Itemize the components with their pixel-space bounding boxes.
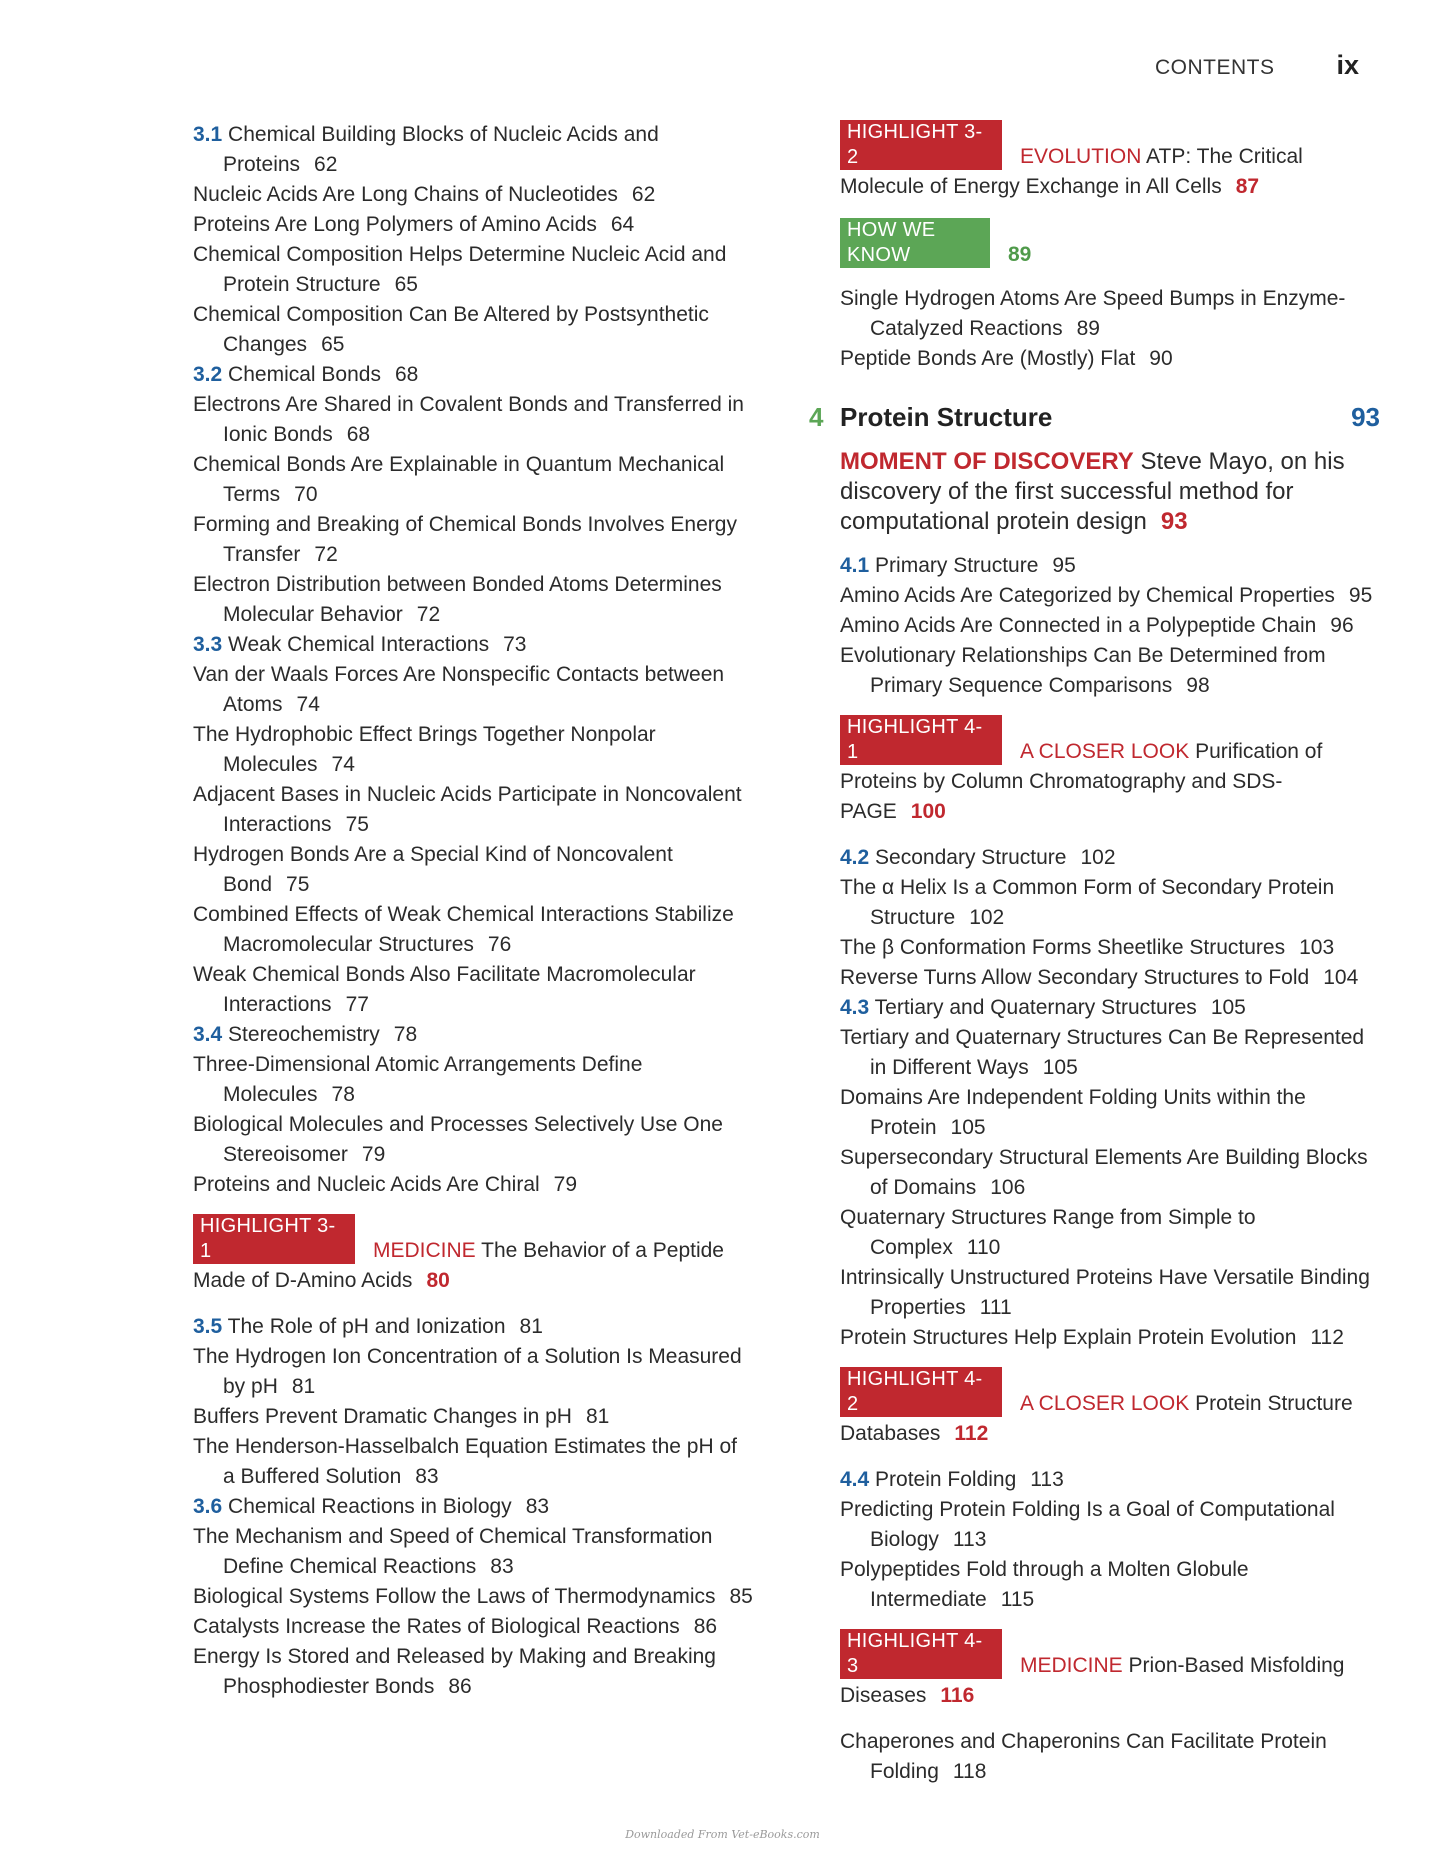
section-number: 3.4: [193, 1023, 223, 1046]
section-entry[interactable]: [840, 1465, 1380, 1495]
entry-page: 89: [1076, 317, 1100, 340]
entry-page: 112: [1310, 1326, 1344, 1349]
entry-title: Primary Structure: [875, 554, 1039, 577]
highlight-box[interactable]: [840, 1629, 1380, 1711]
toc-entry[interactable]: [193, 1612, 753, 1642]
toc-entry[interactable]: [193, 210, 753, 240]
toc-entry[interactable]: [840, 1023, 1380, 1083]
entry-title: Hydrogen Bonds Are a Special Kind of Noncovalent Bond: [193, 843, 673, 896]
toc-entry[interactable]: [193, 450, 753, 510]
toc-entry[interactable]: [193, 1170, 753, 1200]
entry-page: 118: [952, 1760, 987, 1783]
chapter-title: Protein Structure: [840, 402, 1053, 432]
entry-page: 81: [585, 1405, 610, 1428]
entry-title: The Henderson-Hasselbalch Equation Estimates the pH of a Buffered Solution: [193, 1435, 737, 1488]
toc-entry[interactable]: [840, 1143, 1380, 1203]
toc-entry[interactable]: [193, 840, 753, 900]
entry-page: 73: [503, 633, 527, 656]
highlight-box[interactable]: [840, 120, 1380, 202]
highlight-badge: HIGHLIGHT 3-1: [193, 1214, 355, 1264]
section-number: 3.6: [193, 1495, 223, 1518]
entry-page: 75: [286, 873, 310, 896]
entry-title: Protein Folding: [875, 1468, 1017, 1491]
entry-page: 81: [519, 1315, 543, 1338]
entry-title: Chemical Bonds Are Explainable in Quantum Mechanical Terms: [193, 453, 725, 506]
entry-title: Reverse Turns Allow Secondary Structures to Fold: [840, 966, 1310, 989]
entry-title: Buffers Prevent Dramatic Changes in pH: [193, 1405, 572, 1428]
entry-page: 96: [1330, 614, 1354, 637]
entry-page: 74: [296, 693, 320, 716]
entry-title: Supersecondary Structural Elements Are Building Blocks of Domains: [840, 1146, 1368, 1199]
highlight-title: ATP: The Critical Molecule of Energy Exchange in All Cells: [840, 145, 1303, 198]
how-we-know-page: 89: [1008, 243, 1032, 266]
entry-page: 102: [1080, 846, 1116, 869]
entry-page: 78: [393, 1023, 418, 1046]
toc-entry[interactable]: [840, 963, 1380, 993]
toc-entry[interactable]: [193, 390, 753, 450]
footer-watermark: Downloaded From Vet-eBooks.com: [625, 1828, 820, 1841]
section-number: 4.3: [840, 996, 870, 1019]
entry-page: 83: [490, 1555, 514, 1578]
section-number: 3.3: [193, 633, 223, 656]
entry-page: 106: [990, 1176, 1026, 1199]
entry-title: Weak Chemical Interactions: [228, 633, 490, 656]
entry-title: Chemical Bonds: [228, 363, 381, 386]
section-entry[interactable]: [193, 1492, 753, 1522]
entry-page: 74: [331, 753, 355, 776]
toc-entry[interactable]: [193, 720, 753, 780]
highlight-title: Purification of Proteins by Column Chromatography and SDS-PAGE: [840, 740, 1323, 823]
entry-title: Protein Structures Help Explain Protein Evolution: [840, 1326, 1297, 1349]
toc-entry[interactable]: [193, 300, 753, 360]
entry-title: Nucleic Acids Are Long Chains of Nucleotides: [193, 183, 618, 206]
moment-page: 93: [1160, 508, 1188, 535]
entry-page: 70: [294, 483, 318, 506]
entry-title: Proteins and Nucleic Acids Are Chiral: [193, 1173, 540, 1196]
entry-page: 98: [1186, 674, 1210, 697]
entry-page: 62: [314, 153, 338, 176]
entry-title: Chemical Composition Helps Determine Nucleic Acid and Protein Structure: [193, 243, 727, 296]
entry-page: 102: [969, 906, 1005, 929]
toc-entry[interactable]: [840, 1083, 1380, 1143]
entry-title: Tertiary and Quaternary Structures: [874, 996, 1197, 1019]
toc-entry[interactable]: [840, 1727, 1380, 1787]
toc-entry[interactable]: [193, 1582, 753, 1612]
moment-text: Steve Mayo, on his discovery of the first successful method for computational protein design: [840, 448, 1345, 535]
entry-title: Combined Effects of Weak Chemical Interactions Stabilize Macromolecular Structures: [193, 903, 734, 956]
toc-entry[interactable]: [193, 180, 753, 210]
highlight-page: 87: [1235, 175, 1260, 198]
section-entry[interactable]: [193, 630, 753, 660]
page-number: ix: [1336, 50, 1359, 80]
highlight-box[interactable]: [840, 1367, 1380, 1449]
entry-title: Secondary Structure: [875, 846, 1067, 869]
highlight-title: The Behavior of a Peptide Made of D-Amino Acids: [193, 1239, 724, 1292]
highlight-badge: HIGHLIGHT 4-2: [840, 1367, 1002, 1417]
entry-page: 105: [950, 1116, 986, 1139]
entry-page: 83: [525, 1495, 550, 1518]
entry-page: 62: [631, 183, 656, 206]
highlight-badge: HIGHLIGHT 3-2: [840, 120, 1002, 170]
entry-title: Peptide Bonds Are (Mostly) Flat: [840, 347, 1136, 370]
entry-page: 79: [361, 1143, 386, 1166]
entry-title: Adjacent Bases in Nucleic Acids Participate in Noncovalent Interactions: [193, 783, 742, 836]
entry-title: Chemical Composition Can Be Altered by Postsynthetic Changes: [193, 303, 709, 356]
entry-title: Chemical Building Blocks of Nucleic Acids and Proteins: [223, 123, 659, 176]
toc-entry[interactable]: [840, 1495, 1380, 1555]
section-entry[interactable]: [193, 360, 753, 390]
highlight-category: EVOLUTION: [1020, 145, 1142, 168]
entry-page: 64: [610, 213, 635, 236]
toc-entry[interactable]: [840, 344, 1380, 374]
highlight-category: MEDICINE: [373, 1239, 476, 1262]
moment-label: MOMENT OF DISCOVERY: [840, 448, 1134, 475]
toc-entry[interactable]: [193, 1342, 753, 1402]
toc-entry[interactable]: [840, 1323, 1380, 1353]
chapter-heading[interactable]: [809, 402, 1380, 433]
entry-title: The Hydrogen Ion Concentration of a Solution Is Measured by pH: [193, 1345, 742, 1398]
highlight-title: Protein Structure Databases: [840, 1392, 1353, 1445]
running-head: CONTENTS: [1154, 56, 1275, 79]
toc-column-left: [193, 120, 753, 1702]
entry-title: Electron Distribution between Bonded Atoms Determines Molecular Behavior: [193, 573, 722, 626]
entry-page: 90: [1149, 347, 1173, 370]
entry-title: Biological Systems Follow the Laws of Thermodynamics: [193, 1585, 716, 1608]
entry-title: Evolutionary Relationships Can Be Determined from Primary Sequence Comparisons: [840, 644, 1326, 697]
highlight-badge: HIGHLIGHT 4-1: [840, 715, 1002, 765]
section-number: 3.5: [193, 1315, 223, 1338]
entry-page: 113: [1030, 1468, 1064, 1491]
entry-title: Electrons Are Shared in Covalent Bonds and Transferred in Ionic Bonds: [193, 393, 744, 446]
page-header: [1155, 50, 1359, 81]
highlight-page: 116: [940, 1684, 975, 1707]
entry-page: 75: [345, 813, 369, 836]
entry-title: Weak Chemical Bonds Also Facilitate Macromolecular Interactions: [193, 963, 696, 1016]
entry-title: Chaperones and Chaperonins Can Facilitate Protein Folding: [840, 1730, 1327, 1783]
chapter-page: 93: [1351, 402, 1380, 432]
entry-page: 79: [553, 1173, 578, 1196]
entry-title: Stereochemistry: [228, 1023, 380, 1046]
highlight-page: 80: [426, 1269, 450, 1292]
entry-title: Domains Are Independent Folding Units within the Protein: [840, 1086, 1306, 1139]
section-number: 3.2: [193, 363, 223, 386]
toc-entry[interactable]: [840, 581, 1380, 611]
section-entry[interactable]: [840, 843, 1380, 873]
entry-page: 95: [1052, 554, 1076, 577]
section-number: 4.2: [840, 846, 870, 869]
highlight-category: A CLOSER LOOK: [1020, 1392, 1190, 1415]
section-number: 3.1: [193, 123, 223, 146]
entry-title: Biological Molecules and Processes Selectively Use One Stereoisomer: [193, 1113, 723, 1166]
highlight-title: Prion-Based Misfolding Diseases: [840, 1654, 1345, 1707]
toc-column-right: [809, 120, 1380, 1787]
entry-page: 104: [1323, 966, 1359, 989]
highlight-box[interactable]: [840, 715, 1380, 827]
toc-entry[interactable]: [193, 1050, 753, 1110]
entry-page: 77: [345, 993, 369, 1016]
toc-entry[interactable]: [840, 933, 1380, 963]
toc-entry[interactable]: [193, 1110, 753, 1170]
entry-title: Intrinsically Unstructured Proteins Have Versatile Binding Properties: [840, 1266, 1370, 1319]
entry-page: 85: [729, 1585, 753, 1608]
entry-page: 81: [291, 1375, 316, 1398]
moment-of-discovery[interactable]: [840, 447, 1380, 537]
highlight-category: A CLOSER LOOK: [1020, 740, 1190, 763]
toc-entry[interactable]: [840, 1203, 1380, 1263]
toc-entry[interactable]: [193, 510, 753, 570]
entry-title: Proteins Are Long Polymers of Amino Acids: [193, 213, 597, 236]
entry-title: Tertiary and Quaternary Structures Can Be Represented in Different Ways: [840, 1026, 1365, 1079]
entry-page: 65: [321, 333, 345, 356]
entry-page: 68: [394, 363, 419, 386]
entry-page: 111: [979, 1296, 1012, 1319]
entry-page: 115: [1000, 1588, 1035, 1611]
section-entry[interactable]: [193, 120, 753, 180]
toc-entry[interactable]: [193, 660, 753, 720]
section-entry[interactable]: [193, 1312, 753, 1342]
entry-page: 72: [416, 603, 441, 626]
toc-entry[interactable]: [840, 873, 1380, 933]
entry-title: Amino Acids Are Categorized by Chemical Properties: [840, 584, 1335, 607]
section-entry[interactable]: [840, 551, 1380, 581]
entry-title: The Mechanism and Speed of Chemical Transformation Define Chemical Reactions: [193, 1525, 713, 1578]
toc-entry[interactable]: [193, 1642, 753, 1702]
entry-page: 72: [314, 543, 338, 566]
entry-title: The α Helix Is a Common Form of Secondary Protein Structure: [840, 876, 1335, 929]
entry-page: 83: [415, 1465, 439, 1488]
toc-entry[interactable]: [193, 1522, 753, 1582]
entry-title: The β Conformation Forms Sheetlike Structures: [840, 936, 1286, 959]
toc-entry[interactable]: [193, 900, 753, 960]
entry-page: 86: [448, 1675, 472, 1698]
toc-entry[interactable]: [840, 284, 1380, 344]
entry-title: Three-Dimensional Atomic Arrangements Define Molecules: [193, 1053, 643, 1106]
entry-page: 78: [331, 1083, 355, 1106]
entry-page: 110: [966, 1236, 1001, 1259]
entry-page: 68: [346, 423, 371, 446]
highlight-page: 112: [954, 1422, 989, 1445]
toc-entry[interactable]: [840, 611, 1380, 641]
entry-title: Predicting Protein Folding Is a Goal of Computational Biology: [840, 1498, 1335, 1551]
section-entry[interactable]: [840, 993, 1380, 1023]
entry-title: Quaternary Structures Range from Simple to Complex: [840, 1206, 1256, 1259]
toc-entry[interactable]: [840, 1555, 1380, 1615]
entry-title: The Role of pH and Ionization: [227, 1315, 506, 1338]
entry-title: Single Hydrogen Atoms Are Speed Bumps in Enzyme-Catalyzed Reactions: [840, 287, 1346, 340]
highlight-category: MEDICINE: [1020, 1654, 1123, 1677]
entry-title: Catalysts Increase the Rates of Biological Reactions: [193, 1615, 680, 1638]
entry-page: 113: [952, 1528, 987, 1551]
entry-title: Polypeptides Fold through a Molten Globule Intermediate: [840, 1558, 1249, 1611]
toc-entry[interactable]: [193, 1432, 753, 1492]
entry-title: Amino Acids Are Connected in a Polypeptide Chain: [840, 614, 1317, 637]
toc-entry[interactable]: [840, 641, 1380, 701]
how-we-know-badge: HOW WE KNOW: [840, 218, 990, 268]
highlight-box[interactable]: [193, 1214, 753, 1296]
section-entry[interactable]: [193, 1020, 753, 1050]
section-number: 4.4: [840, 1468, 870, 1491]
entry-page: 103: [1299, 936, 1335, 959]
toc-entry[interactable]: [193, 240, 753, 300]
highlight-badge: HIGHLIGHT 4-3: [840, 1629, 1002, 1679]
highlight-page: 100: [910, 800, 946, 823]
entry-title: Energy Is Stored and Released by Making and Breaking Phosphodiester Bonds: [193, 1645, 716, 1698]
entry-page: 86: [693, 1615, 718, 1638]
entry-title: The Hydrophobic Effect Brings Together Nonpolar Molecules: [193, 723, 656, 776]
chapter-number: 4: [809, 402, 824, 432]
toc-entry[interactable]: [193, 960, 753, 1020]
toc-entry[interactable]: [193, 780, 753, 840]
entry-page: 65: [394, 273, 418, 296]
entry-title: Van der Waals Forces Are Nonspecific Contacts between Atoms: [193, 663, 725, 716]
toc-entry[interactable]: [193, 1402, 753, 1432]
entry-page: 95: [1348, 584, 1373, 607]
entry-title: Chemical Reactions in Biology: [228, 1495, 512, 1518]
how-we-know-box[interactable]: [840, 218, 1380, 270]
entry-page: 76: [487, 933, 512, 956]
entry-page: 105: [1210, 996, 1246, 1019]
toc-entry[interactable]: [193, 570, 753, 630]
entry-title: Forming and Breaking of Chemical Bonds Involves Energy Transfer: [193, 513, 737, 566]
entry-page: 105: [1042, 1056, 1078, 1079]
section-number: 4.1: [840, 554, 870, 577]
toc-entry[interactable]: [840, 1263, 1380, 1323]
